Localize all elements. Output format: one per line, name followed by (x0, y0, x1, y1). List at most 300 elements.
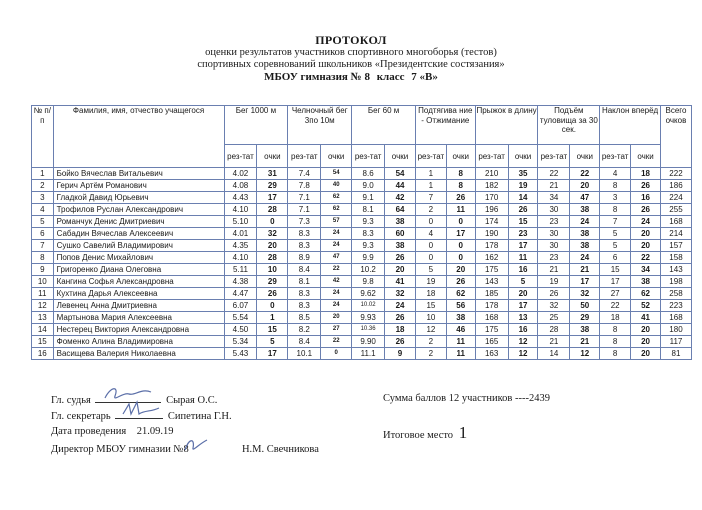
points-cell: 11 (446, 204, 475, 216)
points-cell: 9 (385, 348, 416, 360)
table-row (32, 324, 692, 336)
points-cell: 38 (385, 240, 416, 252)
student-name: Гладкой Давид Юрьевич (53, 192, 224, 204)
class-value: 7 «В» (411, 71, 438, 83)
result-cell: 4.02 (224, 168, 257, 180)
result-cell: 8.6 (352, 168, 385, 180)
result-cell: 210 (475, 168, 508, 180)
result-cell: 15 (415, 300, 446, 312)
row-number: 2 (32, 180, 54, 192)
points-cell: 35 (508, 168, 538, 180)
result-cell: 23 (538, 252, 570, 264)
total-points: 224 (660, 192, 691, 204)
points-cell: 20 (631, 336, 661, 348)
points-cell: 21 (570, 264, 600, 276)
points-cell: 29 (570, 312, 600, 324)
result-cell: 10.2 (352, 264, 385, 276)
points-cell: 17 (446, 228, 475, 240)
points-cell: 26 (385, 312, 416, 324)
result-cell: 27 (600, 288, 631, 300)
points-cell: 1 (257, 312, 288, 324)
total-points: 186 (660, 180, 691, 192)
result-cell: 175 (475, 264, 508, 276)
row-number: 9 (32, 264, 54, 276)
points-cell: 57 (321, 216, 352, 228)
subheader-points: очки (385, 145, 416, 168)
points-cell: 20 (631, 324, 661, 336)
result-cell: 30 (538, 240, 570, 252)
result-cell: 9.9 (352, 252, 385, 264)
result-cell: 4.35 (224, 240, 257, 252)
points-cell: 38 (446, 312, 475, 324)
points-cell: 20 (631, 348, 661, 360)
result-cell: 9.90 (352, 336, 385, 348)
result-cell: 178 (475, 240, 508, 252)
result-cell: 5 (415, 264, 446, 276)
points-cell: 24 (570, 216, 600, 228)
result-cell: 8 (600, 204, 631, 216)
result-cell: 9.3 (352, 216, 385, 228)
subheader-result: рез-тат (352, 145, 385, 168)
points-cell: 22 (321, 336, 352, 348)
result-cell: 12 (415, 324, 446, 336)
points-cell: 0 (446, 216, 475, 228)
table-row (32, 264, 692, 276)
subheader-result: рез-тат (475, 145, 508, 168)
points-cell: 38 (570, 228, 600, 240)
result-cell: 8.3 (288, 240, 321, 252)
points-cell: 54 (385, 168, 416, 180)
result-cell: 14 (538, 348, 570, 360)
row-number: 12 (32, 300, 54, 312)
result-cell: 7.1 (288, 204, 321, 216)
result-cell: 10.1 (288, 348, 321, 360)
row-number: 10 (32, 276, 54, 288)
row-number: 6 (32, 228, 54, 240)
student-name: Романчук Денис Дмитриевич (53, 216, 224, 228)
result-cell: 8.3 (288, 288, 321, 300)
points-cell: 31 (257, 168, 288, 180)
result-cell: 21 (538, 180, 570, 192)
row-number: 15 (32, 336, 54, 348)
points-cell: 41 (631, 312, 661, 324)
points-cell: 11 (446, 348, 475, 360)
result-cell: 5.34 (224, 336, 257, 348)
points-cell: 28 (257, 252, 288, 264)
result-cell: 4.43 (224, 192, 257, 204)
points-cell: 62 (321, 192, 352, 204)
result-cell: 8.5 (288, 312, 321, 324)
result-cell: 4 (415, 228, 446, 240)
judge-label: Гл. судья (51, 395, 91, 406)
student-name: Фоменко Алина Владимировна (53, 336, 224, 348)
student-name: Попов Денис Михайлович (53, 252, 224, 264)
place-value: 1 (458, 423, 468, 442)
table-row (32, 192, 692, 204)
points-cell: 15 (257, 324, 288, 336)
subheader-result: рез-тат (224, 145, 257, 168)
secretary-name: Сипетина Г.Н. (167, 411, 232, 422)
col-header-shuttle: Челночный бег 3по 10м (288, 106, 352, 145)
points-cell: 52 (631, 300, 661, 312)
points-cell: 10 (257, 264, 288, 276)
total-points: 223 (660, 300, 691, 312)
subheader-result: рез-тат (600, 145, 631, 168)
table-row (32, 228, 692, 240)
result-cell: 0 (415, 240, 446, 252)
result-cell: 163 (475, 348, 508, 360)
points-cell: 19 (508, 180, 538, 192)
student-name: Васищева Валерия Николаевна (53, 348, 224, 360)
points-cell: 16 (508, 324, 538, 336)
result-cell: 21 (538, 264, 570, 276)
points-cell: 0 (257, 216, 288, 228)
row-number: 5 (32, 216, 54, 228)
subheader-points: очки (570, 145, 600, 168)
student-name: Нестерец Виктория Александровна (53, 324, 224, 336)
col-header-name: Фамилия, имя, отчество учащегося (53, 106, 224, 168)
points-cell: 26 (446, 192, 475, 204)
points-cell: 24 (321, 240, 352, 252)
result-cell: 7.1 (288, 192, 321, 204)
result-cell: 162 (475, 252, 508, 264)
table-row (32, 252, 692, 264)
points-cell: 8 (446, 168, 475, 180)
result-cell: 22 (600, 300, 631, 312)
points-cell: 20 (446, 264, 475, 276)
table-row (32, 348, 692, 360)
result-cell: 9.93 (352, 312, 385, 324)
result-cell: 9.0 (352, 180, 385, 192)
result-cell: 8.3 (288, 228, 321, 240)
student-name: Герич Артём Романович (53, 180, 224, 192)
points-cell: 12 (570, 348, 600, 360)
result-cell: 21 (538, 336, 570, 348)
subheader-result: рез-тат (538, 145, 570, 168)
result-cell: 17 (600, 276, 631, 288)
result-cell: 8.2 (288, 324, 321, 336)
points-cell: 17 (570, 276, 600, 288)
points-cell: 64 (385, 204, 416, 216)
points-cell: 12 (508, 348, 538, 360)
points-cell: 11 (508, 252, 538, 264)
points-cell: 29 (257, 180, 288, 192)
row-number: 16 (32, 348, 54, 360)
result-cell: 6.07 (224, 300, 257, 312)
result-cell: 8.3 (352, 228, 385, 240)
director-line (51, 442, 319, 456)
col-header-situp: Подъём туловища за 30 сек. (538, 106, 600, 145)
points-cell: 40 (321, 180, 352, 192)
student-name: Бойко Вячеслав Витальевич (53, 168, 224, 180)
result-cell: 4.38 (224, 276, 257, 288)
points-cell: 50 (570, 300, 600, 312)
points-cell: 28 (257, 204, 288, 216)
place-line (383, 423, 467, 443)
row-number: 13 (32, 312, 54, 324)
result-cell: 4.47 (224, 288, 257, 300)
points-cell: 17 (257, 348, 288, 360)
result-cell: 168 (475, 312, 508, 324)
points-cell: 0 (446, 252, 475, 264)
total-points: 168 (660, 216, 691, 228)
judge-name: Сырая О.С. (166, 395, 218, 406)
result-cell: 26 (538, 288, 570, 300)
points-cell: 38 (570, 324, 600, 336)
result-cell: 8.1 (288, 276, 321, 288)
points-cell: 24 (321, 288, 352, 300)
result-cell: 0 (415, 216, 446, 228)
protocol-title: ПРОТОКОЛ (315, 33, 387, 47)
student-name: Сабадин Вячеслав Алексеевич (53, 228, 224, 240)
table-row (32, 204, 692, 216)
total-points: 198 (660, 276, 691, 288)
points-cell: 5 (257, 336, 288, 348)
points-cell: 17 (257, 192, 288, 204)
points-cell: 24 (631, 216, 661, 228)
protocol-subtitle: оценки результатов участников спортивного многоборья (тестов) (205, 47, 497, 58)
points-cell: 38 (570, 204, 600, 216)
class-label: класс (376, 71, 405, 83)
result-cell: 5 (600, 228, 631, 240)
result-cell: 5.10 (224, 216, 257, 228)
points-cell: 62 (321, 204, 352, 216)
result-cell: 7.3 (288, 216, 321, 228)
points-cell: 0 (257, 300, 288, 312)
total-points: 158 (660, 252, 691, 264)
points-cell: 20 (570, 180, 600, 192)
result-cell: 18 (600, 312, 631, 324)
result-cell: 4 (600, 168, 631, 180)
row-number: 7 (32, 240, 54, 252)
result-cell: 22 (538, 168, 570, 180)
student-name: Сушко Савелий Владимирович (53, 240, 224, 252)
result-cell: 5.43 (224, 348, 257, 360)
sum-text: Сумма баллов 12 участников ----2439 (383, 393, 550, 404)
subheader-result: рез-тат (288, 145, 321, 168)
points-cell: 42 (321, 276, 352, 288)
result-cell: 1 (415, 180, 446, 192)
result-cell: 19 (415, 276, 446, 288)
table-row (32, 240, 692, 252)
student-name: Левенец Анна Дмитриевна (53, 300, 224, 312)
secretary-label: Гл. секретарь (51, 411, 111, 422)
student-name: Мартынова Мария Алексеевна (53, 312, 224, 324)
points-cell: 24 (321, 228, 352, 240)
total-points: 157 (660, 240, 691, 252)
result-cell: 178 (475, 300, 508, 312)
result-cell: 8 (600, 324, 631, 336)
date-line (51, 426, 174, 438)
student-name: Трофилов Руслан Александрович (53, 204, 224, 216)
points-cell: 38 (631, 276, 661, 288)
row-number: 1 (32, 168, 54, 180)
result-cell: 3 (600, 192, 631, 204)
points-cell: 14 (508, 192, 538, 204)
director-label: Директор МБОУ гимназии №8 (51, 444, 189, 455)
points-cell: 22 (570, 168, 600, 180)
result-cell: 182 (475, 180, 508, 192)
result-cell: 7 (415, 192, 446, 204)
points-cell: 41 (385, 276, 416, 288)
table-row (32, 300, 692, 312)
col-header-run60: Бег 60 м (352, 106, 416, 145)
subheader-points: очки (508, 145, 538, 168)
result-cell: 8.4 (288, 336, 321, 348)
points-cell: 34 (631, 264, 661, 276)
date-value: 21.09.19 (136, 426, 174, 437)
total-points: 81 (660, 348, 691, 360)
result-cell: 28 (538, 324, 570, 336)
table-row (32, 216, 692, 228)
protocol-header (0, 34, 702, 84)
points-cell: 32 (257, 228, 288, 240)
result-cell: 190 (475, 228, 508, 240)
points-cell: 8 (446, 180, 475, 192)
result-cell: 5.54 (224, 312, 257, 324)
points-cell: 13 (508, 312, 538, 324)
points-cell: 56 (446, 300, 475, 312)
points-cell: 42 (385, 192, 416, 204)
points-cell: 38 (385, 216, 416, 228)
subheader-points: очки (631, 145, 661, 168)
secretary-signature (115, 408, 163, 419)
result-cell: 2 (415, 336, 446, 348)
school-name: МБОУ гимназия № 8 (264, 71, 370, 83)
points-cell: 24 (570, 252, 600, 264)
points-cell: 46 (446, 324, 475, 336)
result-cell: 9.3 (352, 240, 385, 252)
points-cell: 21 (570, 336, 600, 348)
result-cell: 32 (538, 300, 570, 312)
result-cell: 18 (415, 288, 446, 300)
points-cell: 22 (631, 252, 661, 264)
place-label: Итоговое место (383, 430, 454, 441)
result-cell: 4.50 (224, 324, 257, 336)
points-cell: 20 (321, 312, 352, 324)
result-cell: 6 (600, 252, 631, 264)
points-cell: 26 (257, 288, 288, 300)
result-cell: 5 (600, 240, 631, 252)
points-cell: 47 (570, 192, 600, 204)
subheader-points: очки (321, 145, 352, 168)
result-cell: 2 (415, 204, 446, 216)
total-points: 222 (660, 168, 691, 180)
points-cell: 54 (321, 168, 352, 180)
points-cell: 27 (321, 324, 352, 336)
result-cell: 8 (600, 336, 631, 348)
director-name: Н.М. Свечникова (241, 444, 319, 455)
col-header-run1000: Бег 1000 м (224, 106, 288, 145)
result-cell: 11.1 (352, 348, 385, 360)
points-cell: 26 (631, 204, 661, 216)
total-points: 180 (660, 324, 691, 336)
result-cell: 4.08 (224, 180, 257, 192)
result-cell: 4.10 (224, 204, 257, 216)
points-cell: 20 (385, 264, 416, 276)
points-cell: 44 (385, 180, 416, 192)
competition-name: спортивных соревнований школьников «Президентские состязания» (197, 59, 505, 70)
result-cell: 30 (538, 228, 570, 240)
table-row (32, 312, 692, 324)
result-cell: 10.36 (352, 324, 385, 336)
points-cell: 20 (257, 240, 288, 252)
col-header-total: Всего очков (660, 106, 691, 168)
result-cell: 30 (538, 204, 570, 216)
result-cell: 25 (538, 312, 570, 324)
total-points: 255 (660, 204, 691, 216)
points-cell: 18 (385, 324, 416, 336)
result-cell: 2 (415, 348, 446, 360)
points-cell: 20 (631, 240, 661, 252)
result-cell: 8.9 (288, 252, 321, 264)
subheader-points: очки (446, 145, 475, 168)
points-cell: 17 (508, 300, 538, 312)
points-cell: 20 (508, 288, 538, 300)
result-cell: 15 (600, 264, 631, 276)
result-cell: 5.11 (224, 264, 257, 276)
result-cell: 8 (600, 348, 631, 360)
table-row (32, 288, 692, 300)
result-cell: 7 (600, 216, 631, 228)
points-cell: 11 (446, 336, 475, 348)
row-number: 3 (32, 192, 54, 204)
points-cell: 32 (570, 288, 600, 300)
student-name: Кухтина Дарья Алексеевна (53, 288, 224, 300)
points-cell: 20 (631, 228, 661, 240)
row-number: 11 (32, 288, 54, 300)
points-cell: 16 (508, 264, 538, 276)
results-body (32, 168, 692, 360)
result-cell: 8.3 (288, 300, 321, 312)
points-cell: 26 (631, 180, 661, 192)
result-cell: 7.4 (288, 168, 321, 180)
table-row (32, 276, 692, 288)
student-name: Кангина Софья Александровна (53, 276, 224, 288)
points-cell: 5 (508, 276, 538, 288)
subheader-points: очки (257, 145, 288, 168)
points-cell: 29 (257, 276, 288, 288)
result-cell: 174 (475, 216, 508, 228)
student-name: Григоренко Диана Олеговна (53, 264, 224, 276)
row-number: 4 (32, 204, 54, 216)
points-cell: 60 (385, 228, 416, 240)
points-cell: 12 (508, 336, 538, 348)
points-cell: 26 (385, 252, 416, 264)
row-number: 14 (32, 324, 54, 336)
points-cell: 0 (321, 348, 352, 360)
points-cell: 17 (508, 240, 538, 252)
result-cell: 19 (538, 276, 570, 288)
points-cell: 26 (446, 276, 475, 288)
result-cell: 7.8 (288, 180, 321, 192)
result-cell: 1 (415, 168, 446, 180)
results-table (31, 105, 692, 360)
points-cell: 24 (385, 300, 416, 312)
total-points: 117 (660, 336, 691, 348)
total-points: 214 (660, 228, 691, 240)
col-header-num: № п/п (32, 106, 54, 168)
row-number: 8 (32, 252, 54, 264)
result-cell: 196 (475, 204, 508, 216)
col-header-jump: Прыжок в длину (475, 106, 538, 145)
points-cell: 16 (631, 192, 661, 204)
result-cell: 175 (475, 324, 508, 336)
result-cell: 9.1 (352, 192, 385, 204)
col-header-pullup: Подтягива ние - Отжимание (415, 106, 475, 145)
points-cell: 62 (631, 288, 661, 300)
result-cell: 8 (600, 180, 631, 192)
